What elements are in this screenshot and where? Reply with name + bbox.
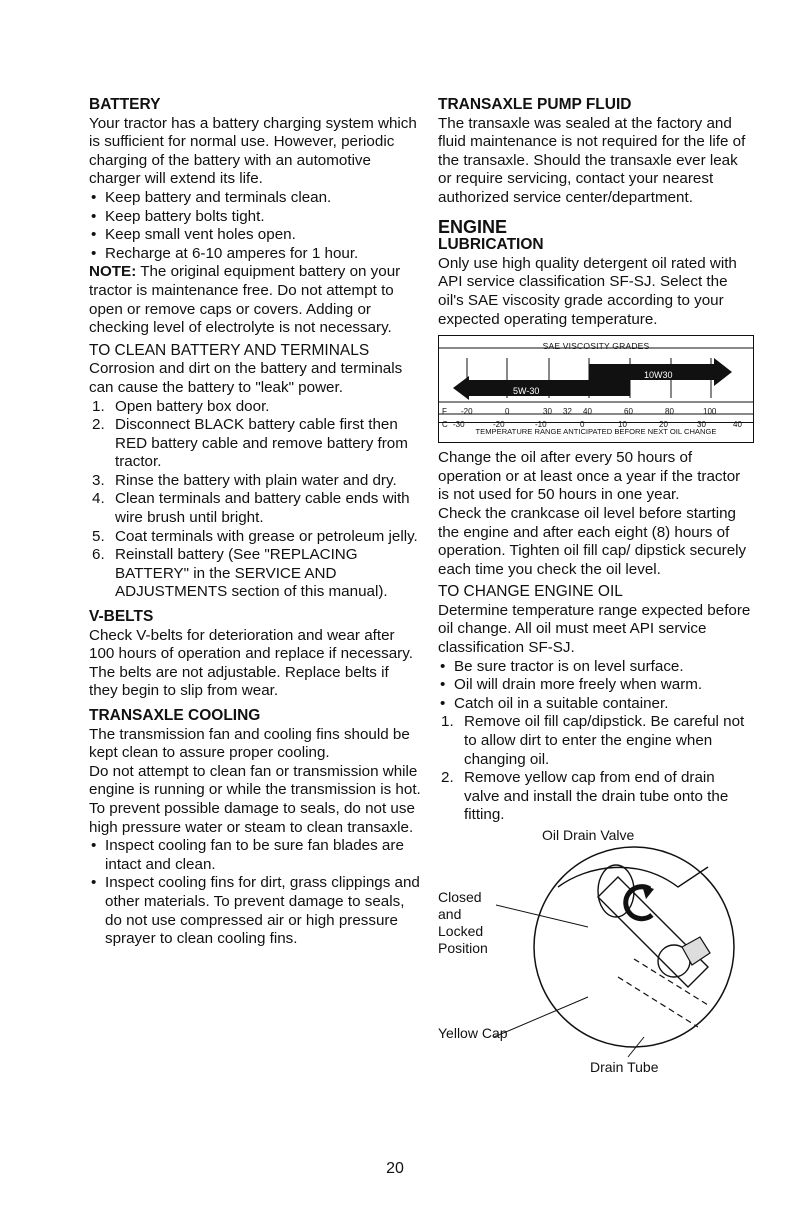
- transaxle-cooling-heading: TRANSAXLE COOLING: [89, 707, 261, 724]
- step-text: Rinse the battery with plain water and dry.: [115, 471, 397, 489]
- tick-label: 10: [618, 420, 627, 430]
- tick-label: -30: [453, 420, 465, 430]
- list-item: [89, 490, 421, 527]
- viscosity-chart: [438, 335, 754, 443]
- battery-intro: Your tractor has a battery charging system which is sufficient for normal use. However, periodic charging of the battery with an automotive charger will extend its life.: [89, 114, 417, 188]
- step-text: Remove oil fill cap/dipstick. Be careful not to allow dirt to enter the engine when changing oil.: [464, 713, 745, 768]
- note-text: The original equipment battery on your tractor is maintenance free. Do not attempt to open or remove caps or covers. Adding or checking level of electrolyte is not necessary.: [89, 263, 401, 337]
- clean-battery-heading: TO CLEAN BATTERY AND TERMINALS: [89, 341, 370, 359]
- tick-label: -20: [493, 420, 505, 430]
- tick-label: 100: [703, 407, 717, 417]
- change-oil-steps: [438, 713, 754, 825]
- right-column: [438, 96, 754, 1077]
- list-item: [438, 713, 754, 769]
- closed-locked-label: Closed and Locked Position: [438, 889, 488, 956]
- change-oil-heading: TO CHANGE ENGINE OIL: [438, 583, 623, 601]
- step-number: 6.: [92, 546, 105, 564]
- step-text: Remove yellow cap from end of drain valve and install the drain tube onto the fitting.: [464, 769, 729, 824]
- list-item: • Inspect cooling fins for dirt, grass clippings and other materials. To prevent damage to seals, do not use compressed air or high pressure sprayer to clean cooling fins.: [89, 874, 421, 948]
- step-number: 1.: [441, 713, 454, 731]
- battery-bullets: [89, 189, 421, 263]
- list-item: [89, 398, 421, 417]
- list-item: • Be sure tractor is on level surface.: [438, 658, 754, 677]
- list-item: [89, 546, 421, 602]
- step-text: Open battery box door.: [115, 397, 270, 415]
- step-number: 1.: [92, 397, 105, 415]
- list-item: • Catch oil in a suitable container.: [438, 695, 754, 714]
- lubrication-heading: LUBRICATION: [438, 236, 544, 254]
- label-5w30: 5W-30: [513, 386, 540, 397]
- oil-drain-valve-figure: [438, 827, 754, 1077]
- tick-label: 40: [583, 407, 592, 417]
- tick-label: 20: [659, 420, 668, 430]
- step-number: 2.: [441, 769, 454, 787]
- tick-label: 40: [733, 420, 742, 430]
- oil-level-check: Check the crankcase oil level before starting the engine and after each eight (8) hours of operation. Tighten oil fill cap/ dipstick securely each time you check the oil level.: [438, 504, 747, 578]
- list-item: • Recharge at 6-10 amperes for 1 hour.: [89, 245, 421, 264]
- drain-tube-label: Drain Tube: [590, 1059, 659, 1075]
- list-item: [89, 472, 421, 491]
- tick-label: 80: [665, 407, 674, 417]
- pump-fluid-heading: TRANSAXLE PUMP FLUID: [438, 96, 632, 113]
- tick-label: 30: [543, 407, 552, 417]
- tick-label: -20: [461, 407, 473, 417]
- change-oil-intro: Determine temperature range expected before oil change. All oil must meet API service classification SF-SJ.: [438, 601, 751, 657]
- page-number: 20: [386, 1160, 404, 1177]
- viscosity-chart-footer: TEMPERATURE RANGE ANTICIPATED BEFORE NEXT OIL CHANGE: [439, 422, 753, 442]
- note-label: NOTE:: [89, 263, 137, 281]
- step-number: 5.: [92, 527, 105, 545]
- step-number: 2.: [92, 416, 105, 434]
- label-10w30: 10W30: [644, 370, 673, 381]
- transaxle-cooling-p2: Do not attempt to clean fan or transmission while engine is running or while the transmission is hot. To prevent possible damage to seals, do not use high pressure water or steam to clean transaxle.: [89, 762, 421, 836]
- list-item: • Keep battery bolts tight.: [89, 208, 421, 227]
- list-item: • Keep battery and terminals clean.: [89, 189, 421, 208]
- vbelts-text: Check V-belts for deterioration and wear after 100 hours of operation and replace if necessary. The belts are not adjustable. Replace belts if they begin to slip from wear.: [89, 626, 413, 700]
- viscosity-chart-title: SAE VISCOSITY GRADES: [542, 341, 650, 352]
- battery-heading: BATTERY: [89, 96, 161, 113]
- list-item: [438, 769, 754, 825]
- yellow-cap-label: Yellow Cap: [438, 1025, 508, 1041]
- list-item: • Inspect cooling fan to be sure fan blades are intact and clean.: [89, 837, 421, 874]
- list-item: [89, 416, 421, 472]
- c-label: C: [442, 420, 448, 430]
- tick-label: 60: [624, 407, 633, 417]
- engine-heading: ENGINE: [438, 216, 508, 237]
- figure-caption: Oil Drain Valve: [542, 827, 635, 843]
- battery-note: [89, 263, 421, 337]
- step-text: Disconnect BLACK battery cable first then RED battery cable and remove battery from tractor.: [115, 416, 408, 471]
- step-text: Reinstall battery (See "REPLACING BATTERY" in the SERVICE AND ADJUSTMENTS section of this manual).: [115, 546, 388, 601]
- change-oil-bullets: [438, 658, 754, 714]
- left-column: [89, 96, 421, 949]
- step-number: 4.: [92, 490, 105, 508]
- oil-change-interval: Change the oil after every 50 hours of operation or at least once a year if the tractor is not used for 50 hours in one year.: [438, 449, 741, 504]
- step-text: Coat terminals with grease or petroleum jelly.: [115, 527, 418, 545]
- lubrication-text: Only use high quality detergent oil rated with API service classification SF-SJ. Select the oil's SAE viscosity grade according to your expected operating temperature.: [438, 254, 737, 328]
- f-label: F: [442, 407, 447, 417]
- list-item: • Keep small vent holes open.: [89, 226, 421, 245]
- transaxle-cooling-bullets: [89, 837, 421, 949]
- tick-label: 30: [697, 420, 706, 430]
- tick-label: -10: [535, 420, 547, 430]
- list-item: [89, 528, 421, 547]
- list-item: • Oil will drain more freely when warm.: [438, 676, 754, 695]
- fahrenheit-row: [439, 403, 753, 417]
- pump-fluid-text: The transaxle was sealed at the factory and fluid maintenance is not required for the life of the transaxle. Should the transaxle ever leak or require servicing, contact your nearest authorized service center/department.: [438, 114, 746, 206]
- step-text: Clean terminals and battery cable ends with wire brush until bright.: [115, 490, 410, 527]
- drain-valve-illustration: [438, 827, 754, 1059]
- transaxle-cooling-p1: The transmission fan and cooling fins should be kept clean to assure proper cooling.: [89, 725, 410, 762]
- tick-label: 0: [505, 407, 510, 417]
- clean-battery-intro: Corrosion and dirt on the battery and terminals can cause the battery to "leak" power.: [89, 360, 403, 396]
- step-number: 3.: [92, 471, 105, 489]
- clean-battery-steps: [89, 398, 421, 603]
- tick-label: 0: [580, 420, 585, 430]
- vbelts-heading: V-BELTS: [89, 608, 154, 626]
- tick-label: 32: [563, 407, 572, 417]
